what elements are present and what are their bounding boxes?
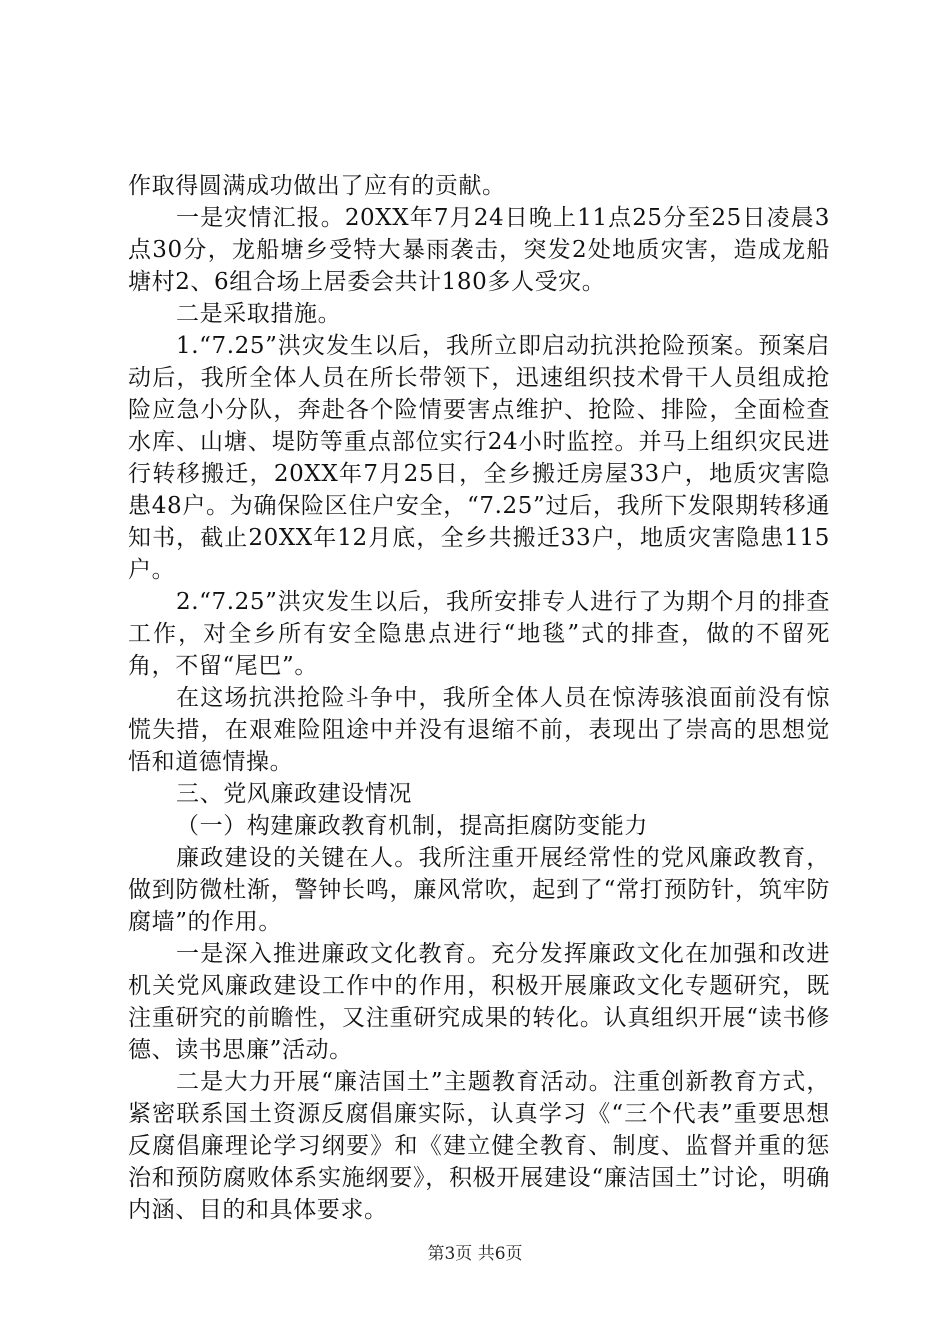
paragraph-3: 二是采取措施。 xyxy=(176,301,342,327)
paragraph-6: 在这场抗洪抢险斗争中，我所全体人员在惊涛骇浪面前没有惊慌失措，在艰难险阻途中并没有退缩不前，表现出了崇高的思想觉悟和道德情操。 xyxy=(128,685,830,775)
paragraph-5: 2.“7.25”洪灾发生以后，我所安排专人进行了为期个月的排查工作，对全乡所有安全隐患点进行“地毯”式的排查，做的不留死角，不留“尾巴”。 xyxy=(128,589,830,679)
paragraph-1: 作取得圆满成功做出了应有的贡献。 xyxy=(128,173,506,199)
document-body xyxy=(128,170,830,1226)
paragraph-11: 二是大力开展“廉洁国土”主题教育活动。注重创新教育方式，紧密联系国土资源反腐倡廉实际，认真学习《“三个代表”重要思想反腐倡廉理论学习纲要》和《建立健全教育、制度、监督并重的惩治和预防腐败体系实施纲要》，积极开展建设“廉洁国土”讨论，明确内涵、目的和具体要求。 xyxy=(128,1069,830,1223)
subsection-heading: （一）构建廉政教育机制，提高拒腐防变能力 xyxy=(176,813,648,839)
paragraph-4: 1.“7.25”洪灾发生以后，我所立即启动抗洪抢险预案。预案启动后，我所全体人员在所长带领下，迅速组织技术骨干人员组成抢险应急小分队，奔赴各个险情要害点维护、抢险、排险，全面检查水库、山塘、堤防等重点部位实行24小时监控。并马上组织灾民进行转移搬迁，20XX年7月25日，全乡搬迁房屋33户，地质灾害隐患48户。为确保险区住户安全，“7.25”过后，我所下发限期转移通知书，截止20XX年12月底，全乡共搬迁33户，地质灾害隐患115户。 xyxy=(128,333,830,583)
paragraph-10: 一是深入推进廉政文化教育。充分发挥廉政文化在加强和改进机关党风廉政建设工作中的作用，积极开展廉政文化专题研究，既注重研究的前瞻性，又注重研究成果的转化。认真组织开展“读书修德、读书思廉”活动。 xyxy=(128,941,830,1063)
paragraph-9: 廉政建设的关键在人。我所注重开展经常性的党风廉政教育，做到防微杜渐，警钟长鸣，廉风常吹，起到了“常打预防针，筑牢防腐墙”的作用。 xyxy=(128,845,830,935)
section-heading: 三、党风廉政建设情况 xyxy=(176,781,412,807)
paragraph-2: 一是灾情汇报。20XX年7月24日晚上11点25分至25日凌晨3点30分，龙船塘乡受特大暴雨袭击，突发2处地质灾害，造成龙船塘村2、6组合场上居委会共计180多人受灾。 xyxy=(128,205,830,295)
page-number-footer: 第3页 共6页 xyxy=(427,1244,523,1264)
